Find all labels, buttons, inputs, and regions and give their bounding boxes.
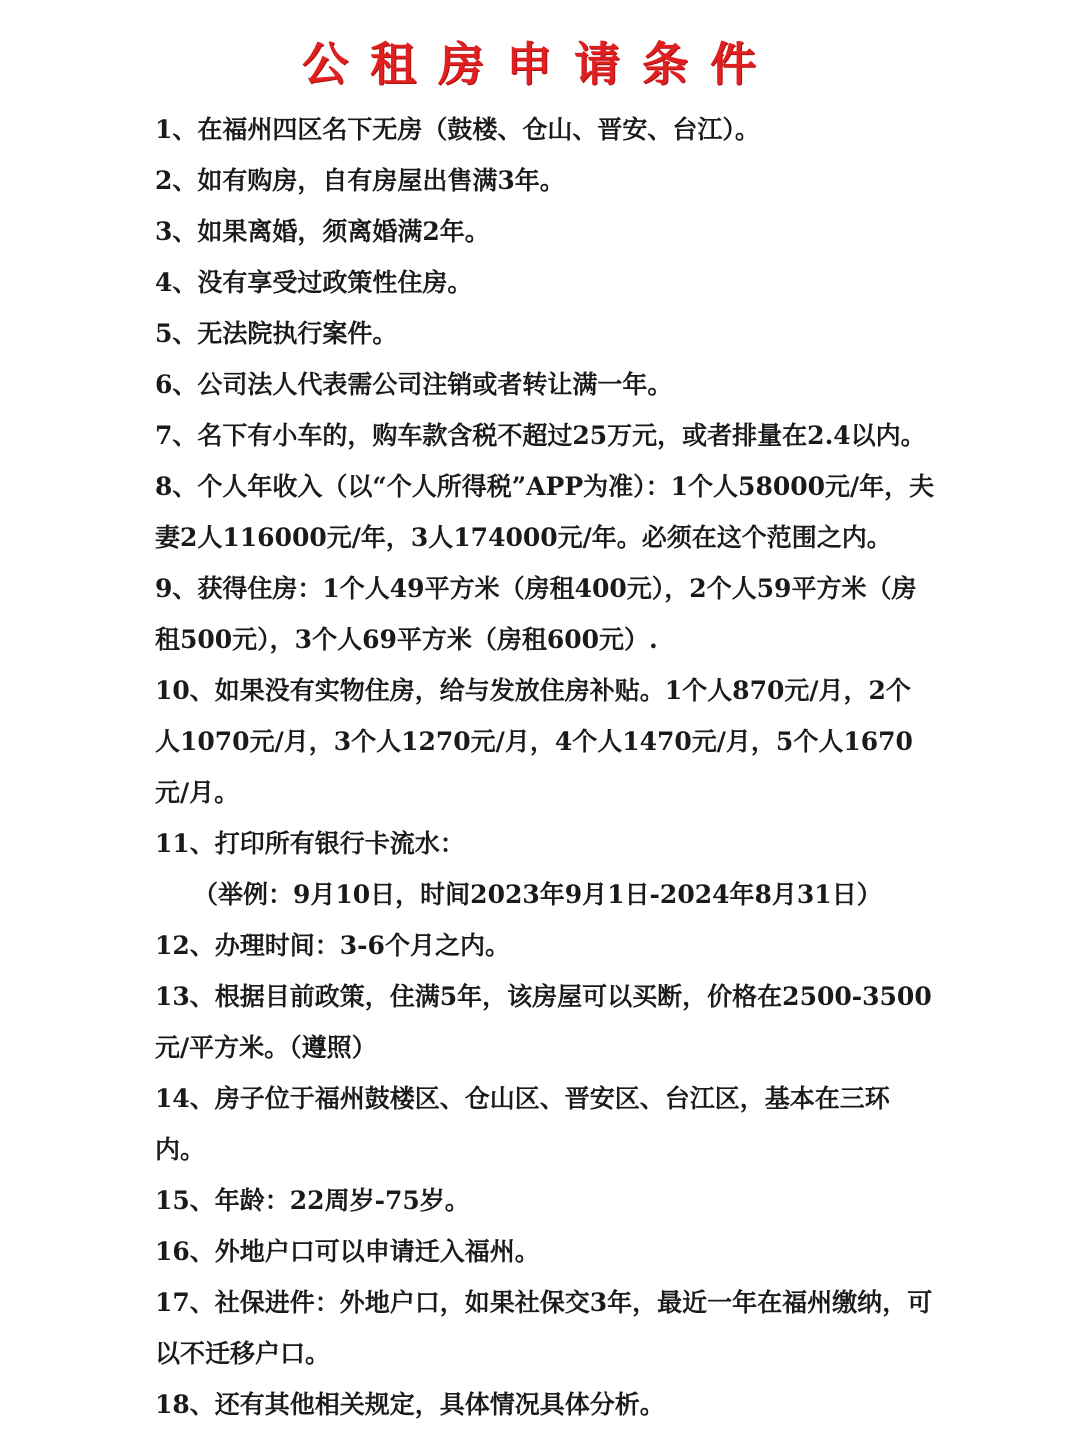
list-item: 18、还有其他相关规定，具体情况具体分析。 <box>155 1390 665 1419</box>
list-item: 14、房子位于福州鼓楼区、仓山区、晋安区、台江区，基本在三环内。 <box>155 1084 890 1164</box>
list-item: 7、名下有小车的，购车款含税不超过25万元，或者排量在2.4以内。 <box>155 421 926 450</box>
list-item: 17、社保进件：外地户口，如果社保交3年，最近一年在福州缴纳，可以不迁移户口。 <box>155 1288 933 1368</box>
list-item: 3、如果离婚，须离婚满2年。 <box>155 217 490 246</box>
list-item: 16、外地户口可以申请迁入福州。 <box>155 1237 540 1266</box>
list-item-example: （举例：9月10日，时间2023年9月1日-2024年8月31日） <box>193 880 882 909</box>
list-item: 12、办理时间：3-6个月之内。 <box>155 931 510 960</box>
list-item: 1、在福州四区名下无房（鼓楼、仓山、晋安、台江）。 <box>155 115 760 144</box>
list-item: 11、打印所有银行卡流水： <box>155 829 465 858</box>
list-item: 6、公司法人代表需公司注销或者转让满一年。 <box>155 370 673 399</box>
list-item: 8、个人年收入（以“个人所得税”APP为准）：1个人58000元/年，夫妻2人116000元/年，3人174000元/年。必须在这个范围之内。 <box>155 472 935 552</box>
list-item: 13、根据目前政策，住满5年，该房屋可以买断，价格在2500-3500元/平方米。（遵照） <box>155 982 932 1062</box>
list-item: 15、年龄：22周岁-75岁。 <box>155 1186 470 1215</box>
list-item: 5、无法院执行案件。 <box>155 319 398 348</box>
list-item: 2、如有购房，自有房屋出售满3年。 <box>155 166 565 195</box>
list-item: 10、如果没有实物住房，给与发放住房补贴。1个人870元/月，2个人1070元/月，3个人1270元/月，4个人1470元/月，5个人1670元/月。 <box>155 676 913 807</box>
list-item: 4、没有享受过政策性住房。 <box>155 268 473 297</box>
page-title: 公租房申请条件 <box>302 37 778 91</box>
conditions-list <box>155 104 935 1430</box>
list-item: 9、获得住房：1个人49平方米（房租400元），2个人59平方米（房租500元），3个人69平方米（房租600元）. <box>155 574 917 654</box>
